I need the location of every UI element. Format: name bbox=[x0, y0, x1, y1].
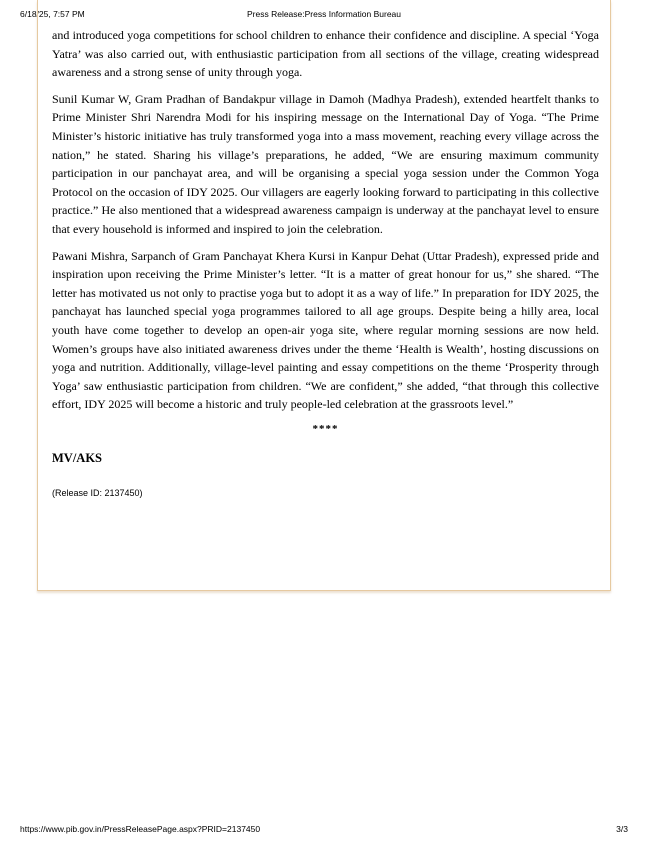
release-id: (Release ID: 2137450) bbox=[52, 487, 143, 498]
page-number: 3/3 bbox=[616, 824, 628, 834]
article-paragraph: Pawani Mishra, Sarpanch of Gram Panchayat Khera Kursi in Kanpur Dehat (Uttar Pradesh), expressed pride and inspiration upon receiving the Prime Minister’s letter. “It is a matter of great honour for us,” she shared. “The letter has motivated us not only to practise yoga but to adopt it as a way of life.” In preparation for IDY 2025, the panchayat has launched special yoga programmes tailored to all age groups. Despite being a hilly area, local youth have come together to develop an open-air yoga site, where regular morning sessions are now held. Women’s groups have also initiated awareness drives under the theme ‘Health is Wealth’, hosting discussions on yoga and nutrition. Additionally, village-level painting and essay competitions on the theme ‘Prosperity through Yoga’ saw enthusiastic participation from children. “We are confident,” she added, “that through this collective effort, IDY 2025 will become a historic and truly people-led celebration at the grassroots level.” bbox=[52, 248, 599, 412]
press-release-container bbox=[37, 0, 611, 591]
print-page-title: Press Release:Press Information Bureau bbox=[246, 9, 402, 19]
article-paragraph: and introduced yoga competitions for school children to enhance their confidence and discipline. A special ‘Yoga Yatra’ was also carried out, with enthusiastic participation from all sections of the village, creating widespread awareness and a strong sense of unity through yoga. bbox=[52, 28, 599, 80]
press-release-body bbox=[52, 26, 599, 499]
print-footer bbox=[0, 824, 648, 836]
print-datetime: 6/18/25, 7:57 PM bbox=[20, 9, 85, 19]
author-signoff: MV/AKS bbox=[52, 450, 102, 465]
section-separator: **** bbox=[312, 422, 339, 435]
page-url[interactable]: https://www.pib.gov.in/PressReleasePage.aspx?PRID=2137450 bbox=[20, 824, 261, 834]
article-paragraph: Sunil Kumar W, Gram Pradhan of Bandakpur village in Damoh (Madhya Pradesh), extended heartfelt thanks to Prime Minister Shri Narendra Modi for his inspiring message on the International Day of Yoga. “The Prime Minister’s historic initiative has truly transformed yoga into a mass movement, reaching every village across the nation,” he stated. Sharing his village’s preparations, he added, “We are ensuring maximum community participation in our panchayat area, and will be organising a special yoga session under the Common Yoga Protocol on the occasion of IDY 2025. Our villagers are eagerly looking forward to participating in this collective practice.” He also mentioned that a widespread awareness campaign is underway at the panchayat level to ensure that every household is informed and inspired to join the celebration. bbox=[52, 91, 599, 236]
